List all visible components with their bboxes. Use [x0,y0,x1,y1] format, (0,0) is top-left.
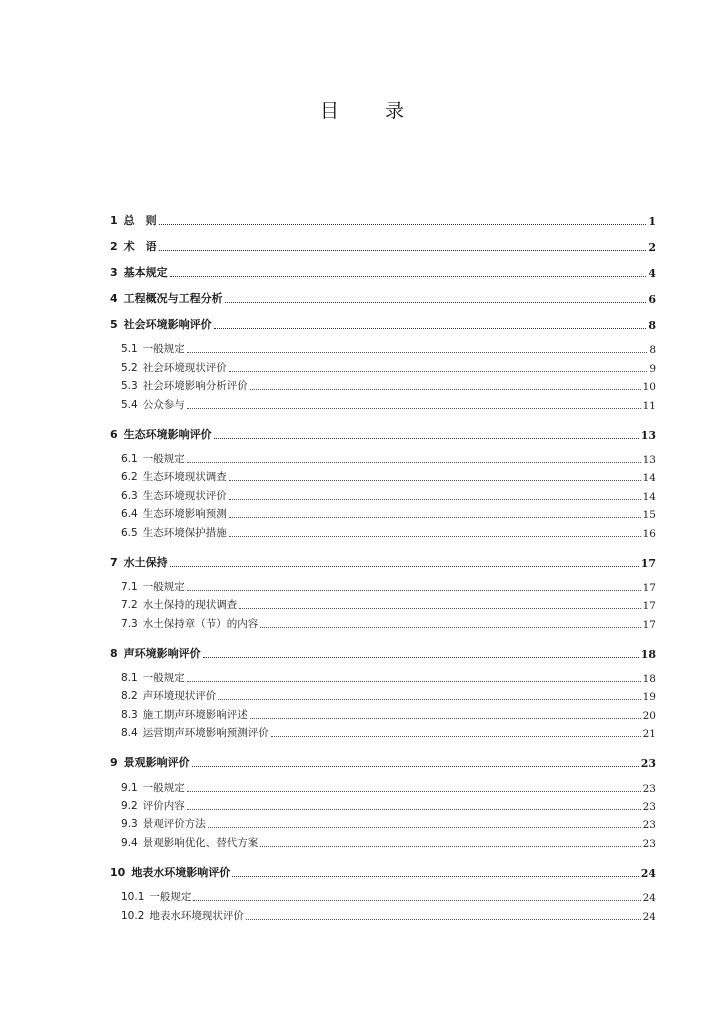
toc-entry-title [121,378,248,395]
toc-entry-label: 一般规定 [142,580,185,593]
toc-entry-title [110,554,168,572]
dot-leader [187,809,641,810]
toc-page-number: 14 [642,472,656,485]
toc-entry-number: 9.4 [121,836,138,849]
toc-section-row[interactable] [110,705,656,723]
toc-entry-label: 生态环境影响预测 [142,508,227,521]
toc-page-number: 14 [642,490,656,503]
toc-entry-label: 总 则 [123,214,157,227]
toc-entry-label: 一般规定 [142,452,185,465]
toc-section-row[interactable] [110,778,656,796]
toc-page-number: 19 [642,691,656,704]
toc-page-number: 24 [642,892,656,905]
dot-leader [229,499,641,500]
toc-page-number: 17 [642,581,656,594]
dot-leader [187,352,648,353]
toc-entry-title [110,426,212,444]
toc-page-number: 23 [640,757,656,771]
dot-leader [192,766,639,767]
toc-section-row[interactable] [110,596,656,614]
toc-page-number: 2 [648,241,656,254]
toc-entry-label: 景观影响评价 [123,756,190,770]
toc-entry-title [121,616,258,633]
dot-leader [239,608,640,609]
toc-page-number: 11 [642,399,656,412]
toc-page-number: 10 [642,381,656,394]
toc-chapter-row[interactable] [110,308,656,334]
dot-leader [159,250,647,251]
dot-leader [229,536,641,537]
toc-section-row[interactable] [110,377,656,395]
toc-entry-number: 8.4 [121,727,138,740]
toc-entry-title [121,725,269,742]
toc-entry-title [121,908,244,925]
toc-entry-label: 水土保持的现状调查 [142,599,238,612]
toc-entry-label: 生态环境保护措施 [142,526,227,539]
toc-entry-number: 7.3 [121,617,138,630]
toc-entry-title [121,451,185,468]
toc-entry-number: 8 [110,646,118,660]
toc-page-number: 4 [648,267,656,280]
toc-entry-number: 5.1 [121,343,138,356]
toc-section-row[interactable] [110,888,656,906]
toc-entry-title [110,645,201,663]
toc-entry-label: 地表水环境现状评价 [149,909,244,922]
toc-entry-title [110,238,157,256]
toc-entry-title [121,688,216,705]
toc-entry-number: 6 [110,427,118,441]
toc-page-number: 6 [648,293,656,306]
toc-entry-number: 9.2 [121,800,138,813]
dot-leader [203,657,639,658]
dot-leader [187,791,641,792]
toc-entry-number: 3 [110,266,118,279]
dot-leader [250,389,641,390]
toc-entry-number: 8.1 [121,672,138,685]
toc-entry-title [121,889,191,906]
toc-page-number: 18 [640,647,656,661]
toc-entry-label: 工程概况与工程分析 [123,292,223,305]
toc-page-number: 23 [642,782,656,795]
toc-entry-number: 5.2 [121,361,138,374]
toc-entry-label: 基本规定 [123,266,168,279]
toc-entry-label: 景观影响优化、替代方案 [142,836,259,849]
toc-page-number: 16 [642,527,656,540]
dot-leader [260,846,640,847]
toc-entry-number: 5.4 [121,398,138,411]
toc-page-number: 8 [649,344,656,357]
dot-leader [187,681,641,682]
toc-entry-number: 7.2 [121,599,138,612]
dot-leader [225,302,647,303]
toc-chapter-row[interactable] [110,204,656,230]
toc-entry-label: 运营期声环境影响预测评价 [142,727,269,740]
toc-section-row[interactable] [110,505,656,523]
dot-leader [260,627,640,628]
toc-entry-number: 9.1 [121,781,138,794]
toc-entry-title [121,579,185,596]
toc-section-row[interactable] [110,815,656,833]
toc-section-row[interactable] [110,450,656,468]
toc-entry-title [121,360,227,377]
toc-entry-title [121,488,227,505]
toc-page-number: 13 [640,428,656,442]
toc-page-number: 20 [642,709,656,722]
dot-leader [187,462,641,463]
toc-entry-label: 生态环境现状调查 [142,471,227,484]
toc-chapter-row[interactable] [110,546,656,572]
dot-leader [187,590,641,591]
toc-page-number: 21 [642,728,656,741]
toc-entry-label: 水土保持 [123,555,168,569]
toc-chapter-row[interactable] [110,746,656,772]
toc-chapter-row[interactable] [110,418,656,444]
toc-page-number: 13 [642,453,656,466]
dot-leader [229,480,641,481]
toc-entry-label: 生态环境现状评价 [142,489,227,502]
toc-entry-title [110,290,223,308]
toc-entry-title [121,397,185,414]
toc-section-row[interactable] [110,687,656,705]
toc-page-number: 23 [642,837,656,850]
toc-section-row[interactable] [110,724,656,742]
toc-entry-title [121,835,258,852]
dot-leader [218,699,640,700]
toc-entry-number: 9 [110,756,118,770]
toc-entry-number: 4 [110,292,118,305]
toc-section-row[interactable] [110,906,656,924]
toc-entry-title [110,212,157,230]
toc-chapter-row[interactable] [110,856,656,882]
toc-entry-title [110,316,212,334]
toc-entry-title [121,707,248,724]
toc-chapter-row[interactable] [110,230,656,256]
toc-entry-title [110,864,230,882]
toc-page-number: 8 [648,319,656,332]
toc-section-row[interactable] [110,340,656,358]
toc-entry-number: 8.2 [121,690,138,703]
toc-section-row[interactable] [110,833,656,851]
toc-entry-title [121,670,185,687]
toc-entry-label: 评价内容 [142,800,185,813]
toc-entry-title [121,469,227,486]
toc-chapter-row[interactable] [110,282,656,308]
toc-entry-title [121,816,206,833]
page-title: 目 录 [319,100,425,122]
dot-leader [250,718,641,719]
dot-leader [232,876,638,877]
dot-leader [187,408,641,409]
toc-entry-label: 一般规定 [142,343,185,356]
dot-leader [229,517,641,518]
toc-entry-number: 6.5 [121,526,138,539]
toc-chapter-row[interactable] [110,256,656,282]
toc-section-row[interactable] [110,358,656,376]
toc-entry-number: 9.3 [121,818,138,831]
toc-entry-title [110,264,168,282]
toc-entry-label: 术 语 [123,240,157,253]
toc-entry-title [121,780,185,797]
toc-entry-label: 施工期声环境影响评述 [142,708,248,721]
toc-page-number: 15 [642,509,656,522]
toc-page-number: 17 [642,600,656,613]
toc-entry-number: 1 [110,214,118,227]
toc-section-row[interactable] [110,797,656,815]
dot-leader [214,328,647,329]
toc-entry-number: 8.3 [121,708,138,721]
toc-section-row[interactable] [110,468,656,486]
toc-entry-label: 一般规定 [142,781,185,794]
toc-section-row[interactable] [110,578,656,596]
toc-entry-number: 7.1 [121,580,138,593]
dot-leader [159,224,647,225]
dot-leader [170,566,639,567]
toc-section-row[interactable] [110,669,656,687]
toc-entry-number: 10.2 [121,909,145,922]
toc-entry-number: 7 [110,555,118,569]
toc-section-row[interactable] [110,486,656,504]
dot-leader [214,438,639,439]
toc-entry-number: 10 [110,865,126,879]
toc-entry-title [110,754,190,772]
toc-entry-label: 一般规定 [149,891,192,904]
toc-page-number: 18 [642,673,656,686]
toc-entry-label: 一般规定 [142,672,185,685]
toc-section-row[interactable] [110,614,656,632]
toc-page-number: 17 [642,618,656,631]
toc-page-number: 23 [642,801,656,814]
toc-page-number: 1 [648,215,656,228]
toc-entry-number: 2 [110,240,118,253]
toc-section-row[interactable] [110,523,656,541]
dot-leader [170,276,647,277]
toc-entry-label: 声环境现状评价 [142,690,217,703]
toc-entry-number: 5 [110,318,118,331]
dot-leader [229,371,648,372]
toc-page-number: 24 [640,866,656,880]
toc-entry-label: 社会环境影响分析评价 [142,380,248,393]
toc-entry-number: 6.4 [121,508,138,521]
table-of-contents [110,204,656,929]
toc-entry-number: 10.1 [121,891,145,904]
dot-leader [208,827,641,828]
toc-entry-number: 6.2 [121,471,138,484]
toc-entry-title [121,341,185,358]
toc-entry-label: 公众参与 [142,398,185,411]
toc-entry-label: 声环境影响评价 [123,646,201,660]
toc-entry-number: 5.3 [121,380,138,393]
toc-entry-title [121,506,227,523]
toc-entry-label: 社会环境影响评价 [123,318,212,331]
toc-entry-number: 6.1 [121,452,138,465]
toc-entry-number: 6.3 [121,489,138,502]
toc-entry-label: 地表水环境影响评价 [131,865,231,879]
toc-entry-title [121,798,185,815]
toc-page-number: 17 [640,556,656,570]
toc-section-row[interactable] [110,395,656,413]
toc-entry-label: 水土保持章（节）的内容 [142,617,259,630]
dot-leader [271,736,641,737]
toc-entry-label: 生态环境影响评价 [123,427,212,441]
toc-entry-label: 景观评价方法 [142,818,206,831]
dot-leader [246,919,641,920]
toc-page-number: 23 [642,819,656,832]
toc-entry-label: 社会环境现状评价 [142,361,227,374]
toc-entry-title [121,597,237,614]
toc-page-number: 9 [649,362,656,375]
toc-page-number: 24 [642,910,656,923]
dot-leader [193,900,640,901]
toc-chapter-row[interactable] [110,637,656,663]
toc-entry-title [121,525,227,542]
